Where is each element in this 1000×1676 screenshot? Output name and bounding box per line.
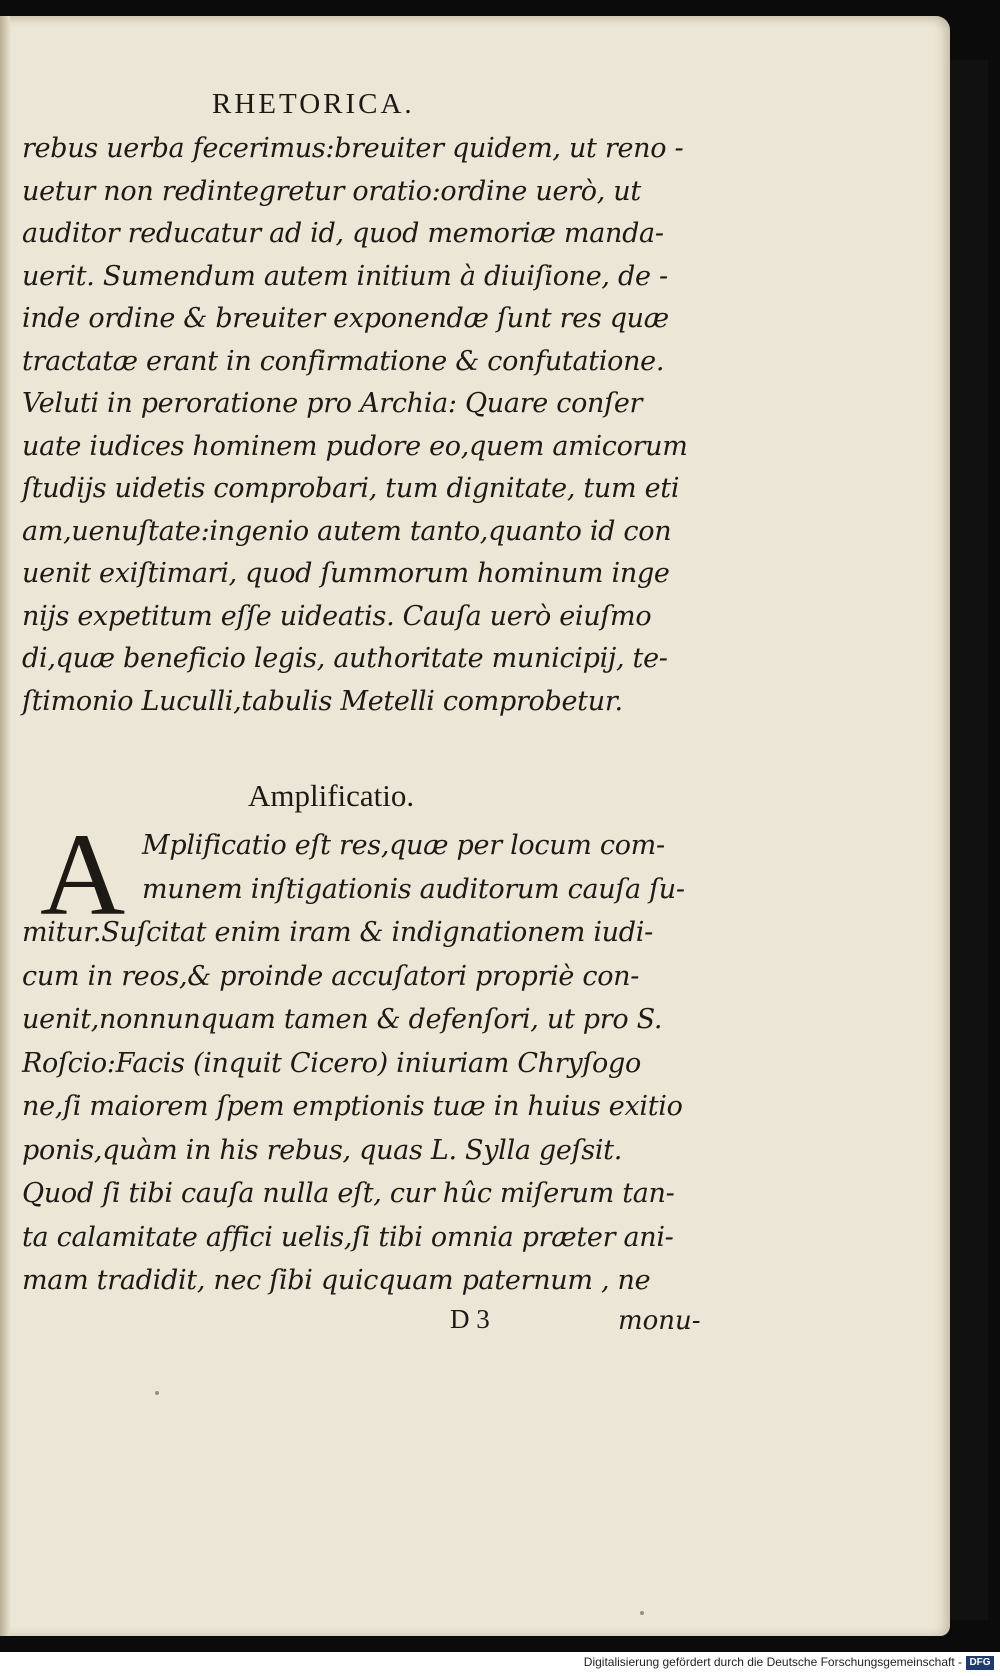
text-line: am,uenuſtate:ingenio autem tanto,quanto id con [22, 515, 672, 547]
text-line: mam tradidit, nec ſibi quicquam paternum , ne [22, 1265, 651, 1296]
text-line: ſtudijs uidetis comprobari, tum dignitate, tum eti [22, 473, 680, 504]
paper-speck [640, 1611, 644, 1615]
text-line: tractatæ erant in confirmatione & confutatione. [22, 345, 665, 377]
page-edge-shadow [950, 60, 988, 1620]
text-line: ta calamitate affici uelis,ſi tibi omnia præter ani- [22, 1221, 674, 1253]
paragraph-peroratio [22, 128, 688, 723]
section-heading: Amplificatio. [248, 778, 415, 813]
text-line: nijs expetitum eſſe uideatis. Cauſa uerò eiuſmo [22, 600, 652, 632]
text-line: munem inſtigationis auditorum cauſa ſu- [142, 873, 685, 905]
text-line: rebus uerba fecerimus:breuiter quidem, ut reno - [22, 133, 684, 164]
drop-cap-initial: A [40, 809, 126, 940]
running-head: RHETORICA. [212, 88, 415, 120]
text-line: uerit. Sumendum autem initium à diuiſione, de - [22, 260, 668, 292]
text-line: uenit,nonnunquam tamen & defenſori, ut pro S. [22, 1004, 663, 1035]
text-line: Quod ſi tibi cauſa nulla eſt, cur hûc miſerum tan- [22, 1178, 675, 1209]
text-line: ne,ſi maiorem ſpem emptionis tuæ in huius exitio [22, 1091, 683, 1122]
dfg-logo: DFG [966, 1656, 994, 1670]
paper-speck [155, 1391, 159, 1395]
text-line: inde ordine & breuiter exponendæ ſunt res quæ [22, 303, 669, 334]
book-page [0, 16, 950, 1636]
text-line: Roſcio:Facis (inquit Cicero) iniuriam Chryſogo [22, 1047, 641, 1079]
text-line: di,quæ beneficio legis, authoritate municipij, te- [22, 643, 668, 674]
text-line: ponis,quàm in his rebus, quas L. Sylla geſsit. [22, 1134, 622, 1166]
page-gutter [0, 16, 10, 1636]
funding-credit: Digitalisierung gefördert durch die Deutsche Forschungsgemeinschaft - [583, 1655, 962, 1669]
text-line: mitur.Suſcitat enim iram & indignationem iudi- [22, 917, 653, 948]
text-line: uenit exiſtimari, quod ſummorum hominum inge [22, 558, 670, 589]
text-line: ſtimonio Luculli,tabulis Metelli comprobetur. [22, 685, 623, 717]
text-line: uetur non redintegretur oratio:ordine uerò, ut [22, 175, 641, 207]
text-line: cum in reos,& proinde accuſatori propriè con- [22, 960, 640, 992]
text-line: auditor reducatur ad id, quod memoriæ manda- [22, 218, 664, 249]
text-line: Veluti in peroratione pro Archia: Quare conſer [22, 388, 643, 419]
text-line: Mplificatio eſt res,quæ per locum com- [142, 830, 665, 861]
catchword: monu- [618, 1306, 701, 1336]
text-line: uate iudices hominem pudore eo,quem amicorum [22, 430, 688, 462]
footer-bar [0, 1652, 1000, 1676]
signature-mark: D 3 [450, 1304, 490, 1334]
paragraph-amplificatio [22, 824, 685, 1303]
